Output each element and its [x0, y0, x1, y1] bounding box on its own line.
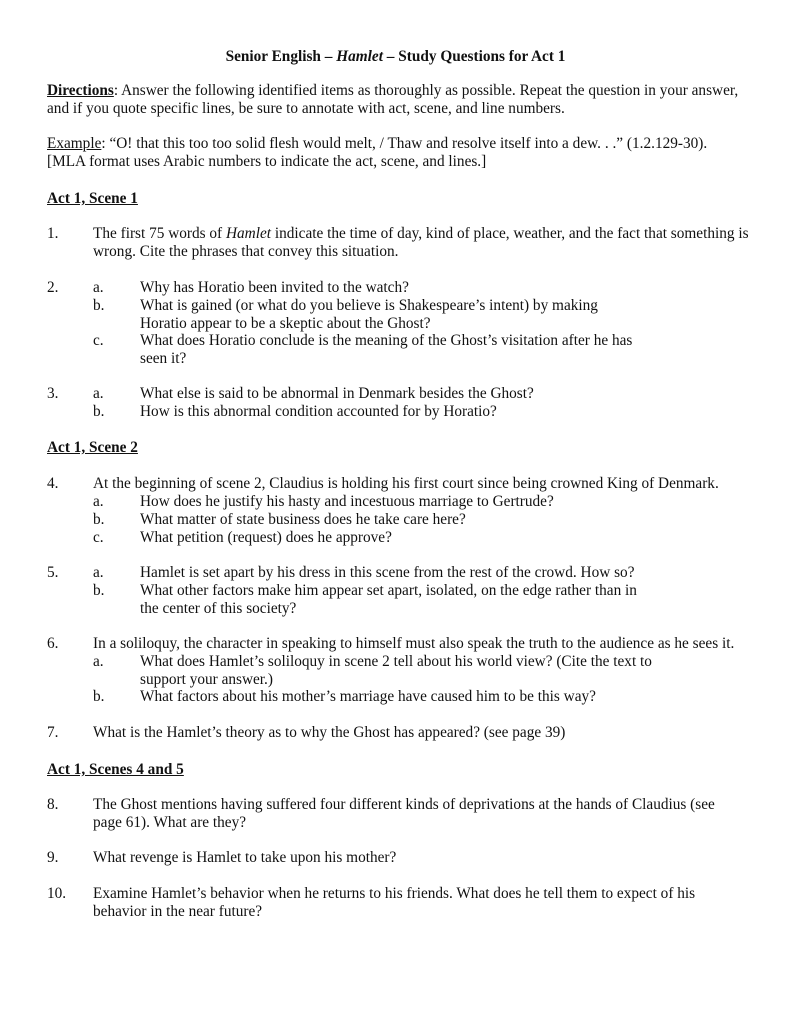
- question-text: At the beginning of scene 2, Claudius is holding his first court since being crowned King of Denmark.: [93, 475, 719, 492]
- sub-letter: a.: [93, 653, 104, 670]
- sub-letter: a.: [93, 279, 104, 296]
- sub-letter: b.: [93, 403, 105, 420]
- sub-letter: c.: [93, 332, 104, 349]
- example-line1: : “O! that this too too solid flesh would melt, / Thaw and resolve itself into a dew. . .” (1.2.129-30).: [101, 135, 708, 152]
- sub-text: How does he justify his hasty and incestuous marriage to Gertrude?: [140, 493, 554, 510]
- question-text-pre: The first 75 words of: [93, 225, 226, 242]
- sub-text: Hamlet is set apart by his dress in this scene from the rest of the crowd. How so?: [140, 564, 635, 581]
- question-text: [93, 225, 757, 261]
- question-number: 9.: [47, 849, 59, 866]
- title-prefix: Senior English –: [225, 48, 337, 65]
- question-number: 10.: [47, 885, 67, 902]
- section-heading-act1-scene1: Act 1, Scene 1: [47, 190, 138, 207]
- example-line2: [MLA format uses Arabic numbers to indicate the act, scene, and lines.]: [47, 153, 487, 170]
- question-number: 3.: [47, 385, 59, 402]
- question-text-post: indicate the time of day, kind of place, weather, and the fact that something is wrong. Cite the phrases that convey this situation.: [93, 225, 749, 260]
- sub-text: What factors about his mother’s marriage have caused him to be this way?: [140, 688, 596, 705]
- question-text: Examine Hamlet’s behavior when he returns to his friends. What does he tell them to expect of his behavior in the near future?: [93, 885, 696, 920]
- question-text: The Ghost mentions having suffered four different kinds of deprivations at the hands of Claudius (see page 61). What are they?: [93, 796, 715, 831]
- page-title: [0, 48, 791, 66]
- sub-letter: b.: [93, 582, 105, 599]
- question-number: 2.: [47, 279, 59, 296]
- question-text: What revenge is Hamlet to take upon his mother?: [93, 849, 397, 866]
- sub-text: What is gained (or what do you believe is Shakespeare’s intent) by making Horatio appear to be a skeptic about the Ghost?: [140, 297, 598, 332]
- directions-label: Directions: [47, 82, 114, 99]
- directions-paragraph: [47, 82, 757, 118]
- directions-text: : Answer the following identified items as thoroughly as possible. Repeat the question in your answer, and if you quote specific lines, be sure to annotate with act, scene, and line numbers.: [47, 82, 739, 117]
- sub-letter: a.: [93, 564, 104, 581]
- title-suffix: – Study Questions for Act 1: [382, 48, 566, 65]
- sub-text: How is this abnormal condition accounted for by Horatio?: [140, 403, 497, 420]
- question-text: In a soliloquy, the character in speaking to himself must also speak the truth to the audience as he sees it.: [93, 635, 735, 652]
- question-number: 8.: [47, 796, 59, 813]
- question-number: 1.: [47, 225, 59, 242]
- question-number: 4.: [47, 475, 59, 492]
- sub-text: What does Horatio conclude is the meaning of the Ghost’s visitation after he has seen it?: [140, 332, 633, 367]
- sub-text: What else is said to be abnormal in Denmark besides the Ghost?: [140, 385, 534, 402]
- section-heading-act1-scene2: Act 1, Scene 2: [47, 439, 138, 456]
- sub-letter: b.: [93, 511, 105, 528]
- sub-letter: a.: [93, 493, 104, 510]
- sub-text: What matter of state business does he take care here?: [140, 511, 466, 528]
- example-label: Example: [47, 135, 102, 152]
- sub-letter: b.: [93, 688, 105, 705]
- sub-letter: a.: [93, 385, 104, 402]
- sub-text: What does Hamlet’s soliloquy in scene 2 tell about his world view? (Cite the text to support your answer.): [140, 653, 652, 688]
- question-text-work: Hamlet: [225, 225, 272, 242]
- question-number: 7.: [47, 724, 59, 741]
- question-number: 6.: [47, 635, 59, 652]
- sub-letter: b.: [93, 297, 105, 314]
- section-heading-act1-scenes4-5: Act 1, Scenes 4 and 5: [47, 761, 184, 778]
- sub-text: What other factors make him appear set apart, isolated, on the edge rather than in the center of this society?: [140, 582, 637, 617]
- example-paragraph: [47, 135, 757, 171]
- sub-text: Why has Horatio been invited to the watch?: [140, 279, 409, 296]
- sub-text: What petition (request) does he approve?: [140, 529, 392, 546]
- question-number: 5.: [47, 564, 59, 581]
- question-text: What is the Hamlet’s theory as to why the Ghost has appeared? (see page 39): [93, 724, 566, 741]
- title-work: Hamlet: [336, 48, 383, 65]
- sub-letter: c.: [93, 529, 104, 546]
